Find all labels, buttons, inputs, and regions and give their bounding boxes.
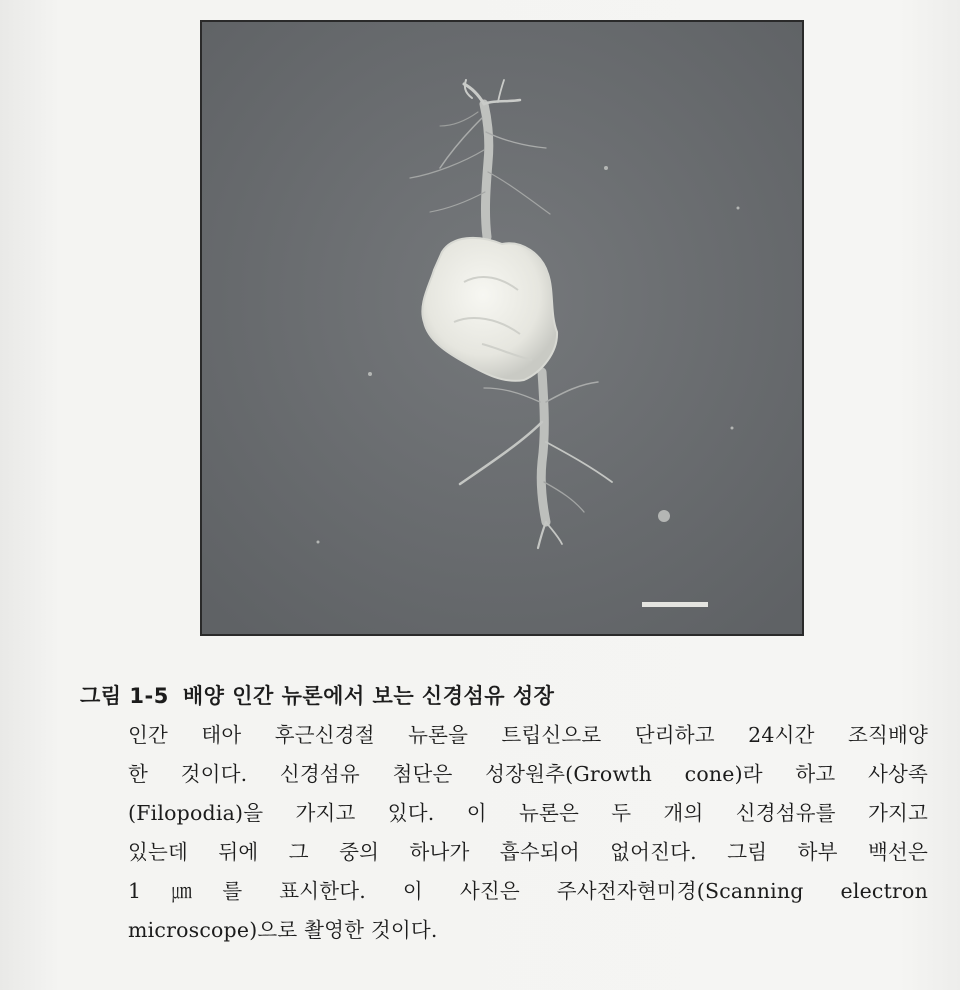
- caption-title: [80, 680, 940, 710]
- caption-line: 1㎛를 표시한다. 이 사진은 주사전자현미경(Scanning electron: [128, 879, 928, 903]
- figure-title: 배양 인간 뉴론에서 보는 신경섬유 성장: [182, 684, 555, 708]
- caption-line: 있는데 뒤에 그 중의 하나가 흡수되어 없어진다. 그림 하부 백선은: [128, 840, 928, 864]
- electron-micrograph: [200, 20, 804, 636]
- figure-number: 그림 1-5: [80, 684, 169, 708]
- caption-line: (Filopodia)을 가지고 있다. 이 뉴론은 두 개의 신경섬유를 가지고: [128, 801, 928, 825]
- caption-line: microscope)으로 촬영한 것이다.: [128, 918, 438, 942]
- neuron-image: [202, 22, 802, 634]
- caption-line: 한 것이다. 신경섬유 첨단은 성장원추(Growth cone)라 하고 사상족: [128, 762, 928, 786]
- caption-body: [128, 716, 928, 950]
- caption-line: 인간 태아 후근신경절 뉴론을 트립신으로 단리하고 24시간 조직배양: [128, 723, 928, 747]
- figure-caption: [80, 680, 940, 950]
- scale-bar: [642, 602, 708, 607]
